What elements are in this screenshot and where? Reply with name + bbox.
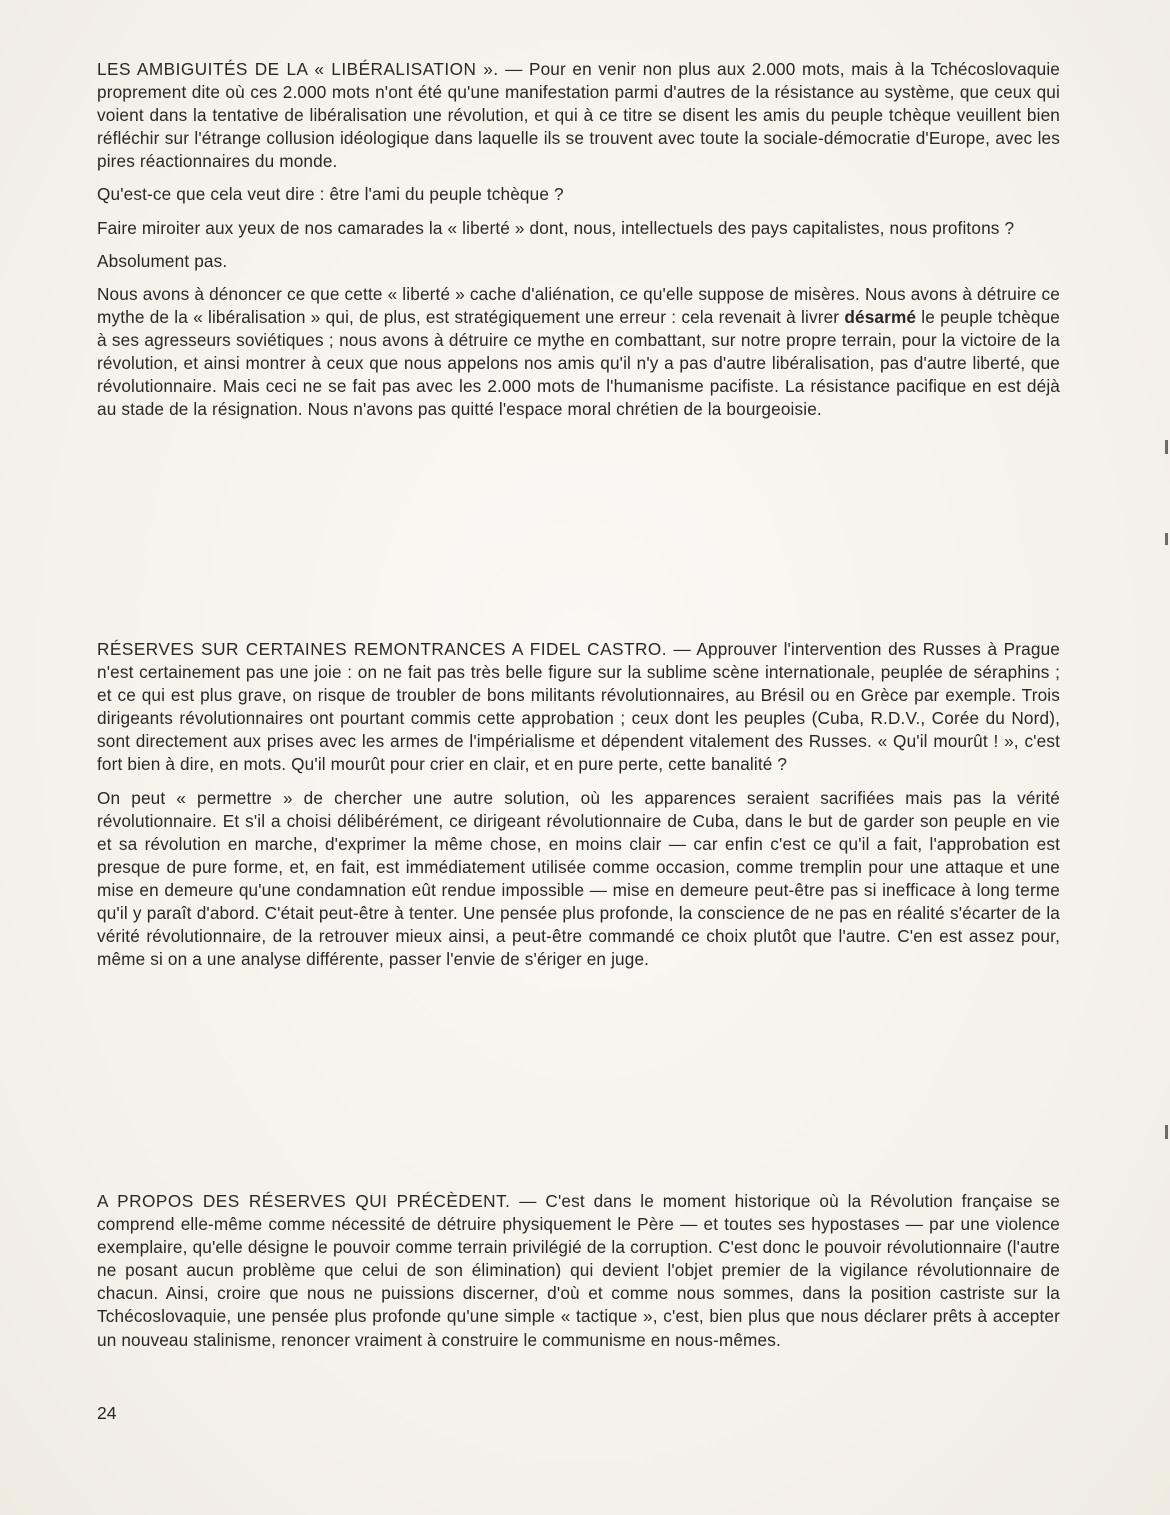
paragraph xyxy=(97,638,1060,777)
paragraph xyxy=(97,1190,1060,1352)
paragraph: Qu'est-ce que cela veut dire : être l'ami du peuple tchèque ? xyxy=(97,184,564,205)
section-liberalisation xyxy=(97,58,1060,421)
section-castro xyxy=(97,638,1060,971)
edge-mark xyxy=(1165,1125,1168,1139)
paragraph: Faire miroiter aux yeux de nos camarades la « liberté » dont, nous, intellectuels des pays capitalistes, nous profitons ? xyxy=(97,217,1015,238)
paragraph-text: Nous avons à dénoncer ce que cette « liberté » cache d'aliénation, ce qu'elle suppose de misères. Nous avons à détruire ce mythe de la « libéralisation » qui, de plus, est stratégiquement une erreur : cela revenait à livrer xyxy=(97,283,1060,327)
section-a-propos xyxy=(97,1190,1060,1352)
section-heading: A PROPOS DES RÉSERVES QUI PRÉCÈDENT. xyxy=(97,1191,511,1211)
paragraph-text: — Approuver l'intervention des Russes à Prague n'est certainement pas une joie : on ne fait pas très belle figure sur la sublime scène internationale, peuplée de séraphins ; et ce qui est plus grave, on risque de troubler de bons militants révolutionnaires, au Brésil ou en Grèce par exemple. Trois dirigeants révolutionnaires ont pourtant commis cette approbation ; ceux dont les peuples (Cuba, R.D.V., Corée du Nord), sont directement aux prises avec les armes de l'impérialisme et dépendent vitalement des Russes. « Qu'il mourût ! », c'est fort bien à dire, en mots. Qu'il mourût pour crier en clair, et en pure perte, cette banalité ? xyxy=(97,639,1061,775)
section-heading: LES AMBIGUITÉS DE LA « LIBÉRALISATION ». xyxy=(97,59,499,79)
emphasis-text: désarmé xyxy=(844,306,917,327)
paragraph-text: — C'est dans le moment historique où la Révolution française se comprend elle-même comme nécessité de détruire physiquement le Père — et toutes ses hypostases — par une violence exemplaire, qu'elle désigne le pouvoir comme terrain privilégié de la corruption. C'est donc le pouvoir révolutionnaire (l'autre ne posant aucun problème que celui de son élimination) qui devient l'objet premier de la vigilance révolutionnaire de chacun. Ainsi, croire que nous ne puissions discerner, d'où et comme nous sommes, dans la position castriste sur la Tchécoslovaquie, une pensée plus profonde qu'une simple « tactique », c'est, bien plus que nous déclarer prêts à accepter un nouveau stalinisme, renoncer vraiment à construire le communisme en nous-mêmes. xyxy=(97,1191,1061,1350)
section-heading: RÉSERVES SUR CERTAINES REMONTRANCES A FIDEL CASTRO. xyxy=(97,639,668,659)
paragraph-text: le peuple tchèque à ses agresseurs soviétiques ; nous avons à détruire ce mythe en combattant, sur notre propre terrain, pour la victoire de la révolution, et ainsi montrer à ceux que nous appelons nos amis qu'il n'y a pas d'autre libéralisation, pas d'autre liberté, que révolutionnaire. Mais ceci ne se fait pas avec les 2.000 mots de l'humanisme pacifiste. La résistance pacifique en est déjà au stade de la résignation. Nous n'avons pas quitté l'espace moral chrétien de la bourgeoisie. xyxy=(97,306,1060,420)
paragraph: On peut « permettre » de chercher une autre solution, où les apparences seraient sacrifiées mais pas la vérité révolutionnaire. Et s'il a choisi délibérément, ce dirigeant révolutionnaire de Cuba, dans le but de garder son peuple en vie et sa révolution en marche, d'exprimer la même chose, en moins clair — car enfin c'est ce qu'il a fait, l'approbation est presque de pure forme, et, en fait, est immédiatement utilisée comme occasion, comme tremplin pour une attaque et une mise en demeure qu'une condamnation eût rendue impossible — mise en demeure peut-être pas si inefficace à long terme qu'il y paraît d'abord. C'était peut-être à tenter. Une pensée plus profonde, la conscience de ne pas en réalité s'écarter de la vérité révolutionnaire, de la retrouver mieux ainsi, a peut-être commandé ce choix plutôt que l'autre. C'en est assez pour, même si on a une analyse différente, passer l'envie de s'ériger en juge. xyxy=(97,787,1060,970)
paragraph-text: — Pour en venir non plus aux 2.000 mots, mais à la Tchécoslovaquie proprement dite où ces 2.000 mots n'ont été qu'une manifestation parmi d'autres de la résistance au système, que ceux qui voient dans la tentative de libéralisation une révolution, et qui à ce titre se disent les amis du peuple tchèque veuillent bien réfléchir sur l'étrange collusion idéologique dans laquelle ils se trouvent avec toute la sociale-démocratie d'Europe, avec les pires réactionnaires du monde. xyxy=(97,59,1060,172)
edge-mark xyxy=(1165,440,1168,454)
paragraph xyxy=(97,58,1060,173)
page-number: 24 xyxy=(97,1403,117,1423)
paragraph xyxy=(97,283,1060,422)
paragraph: Absolument pas. xyxy=(97,250,228,271)
edge-mark xyxy=(1165,533,1168,545)
